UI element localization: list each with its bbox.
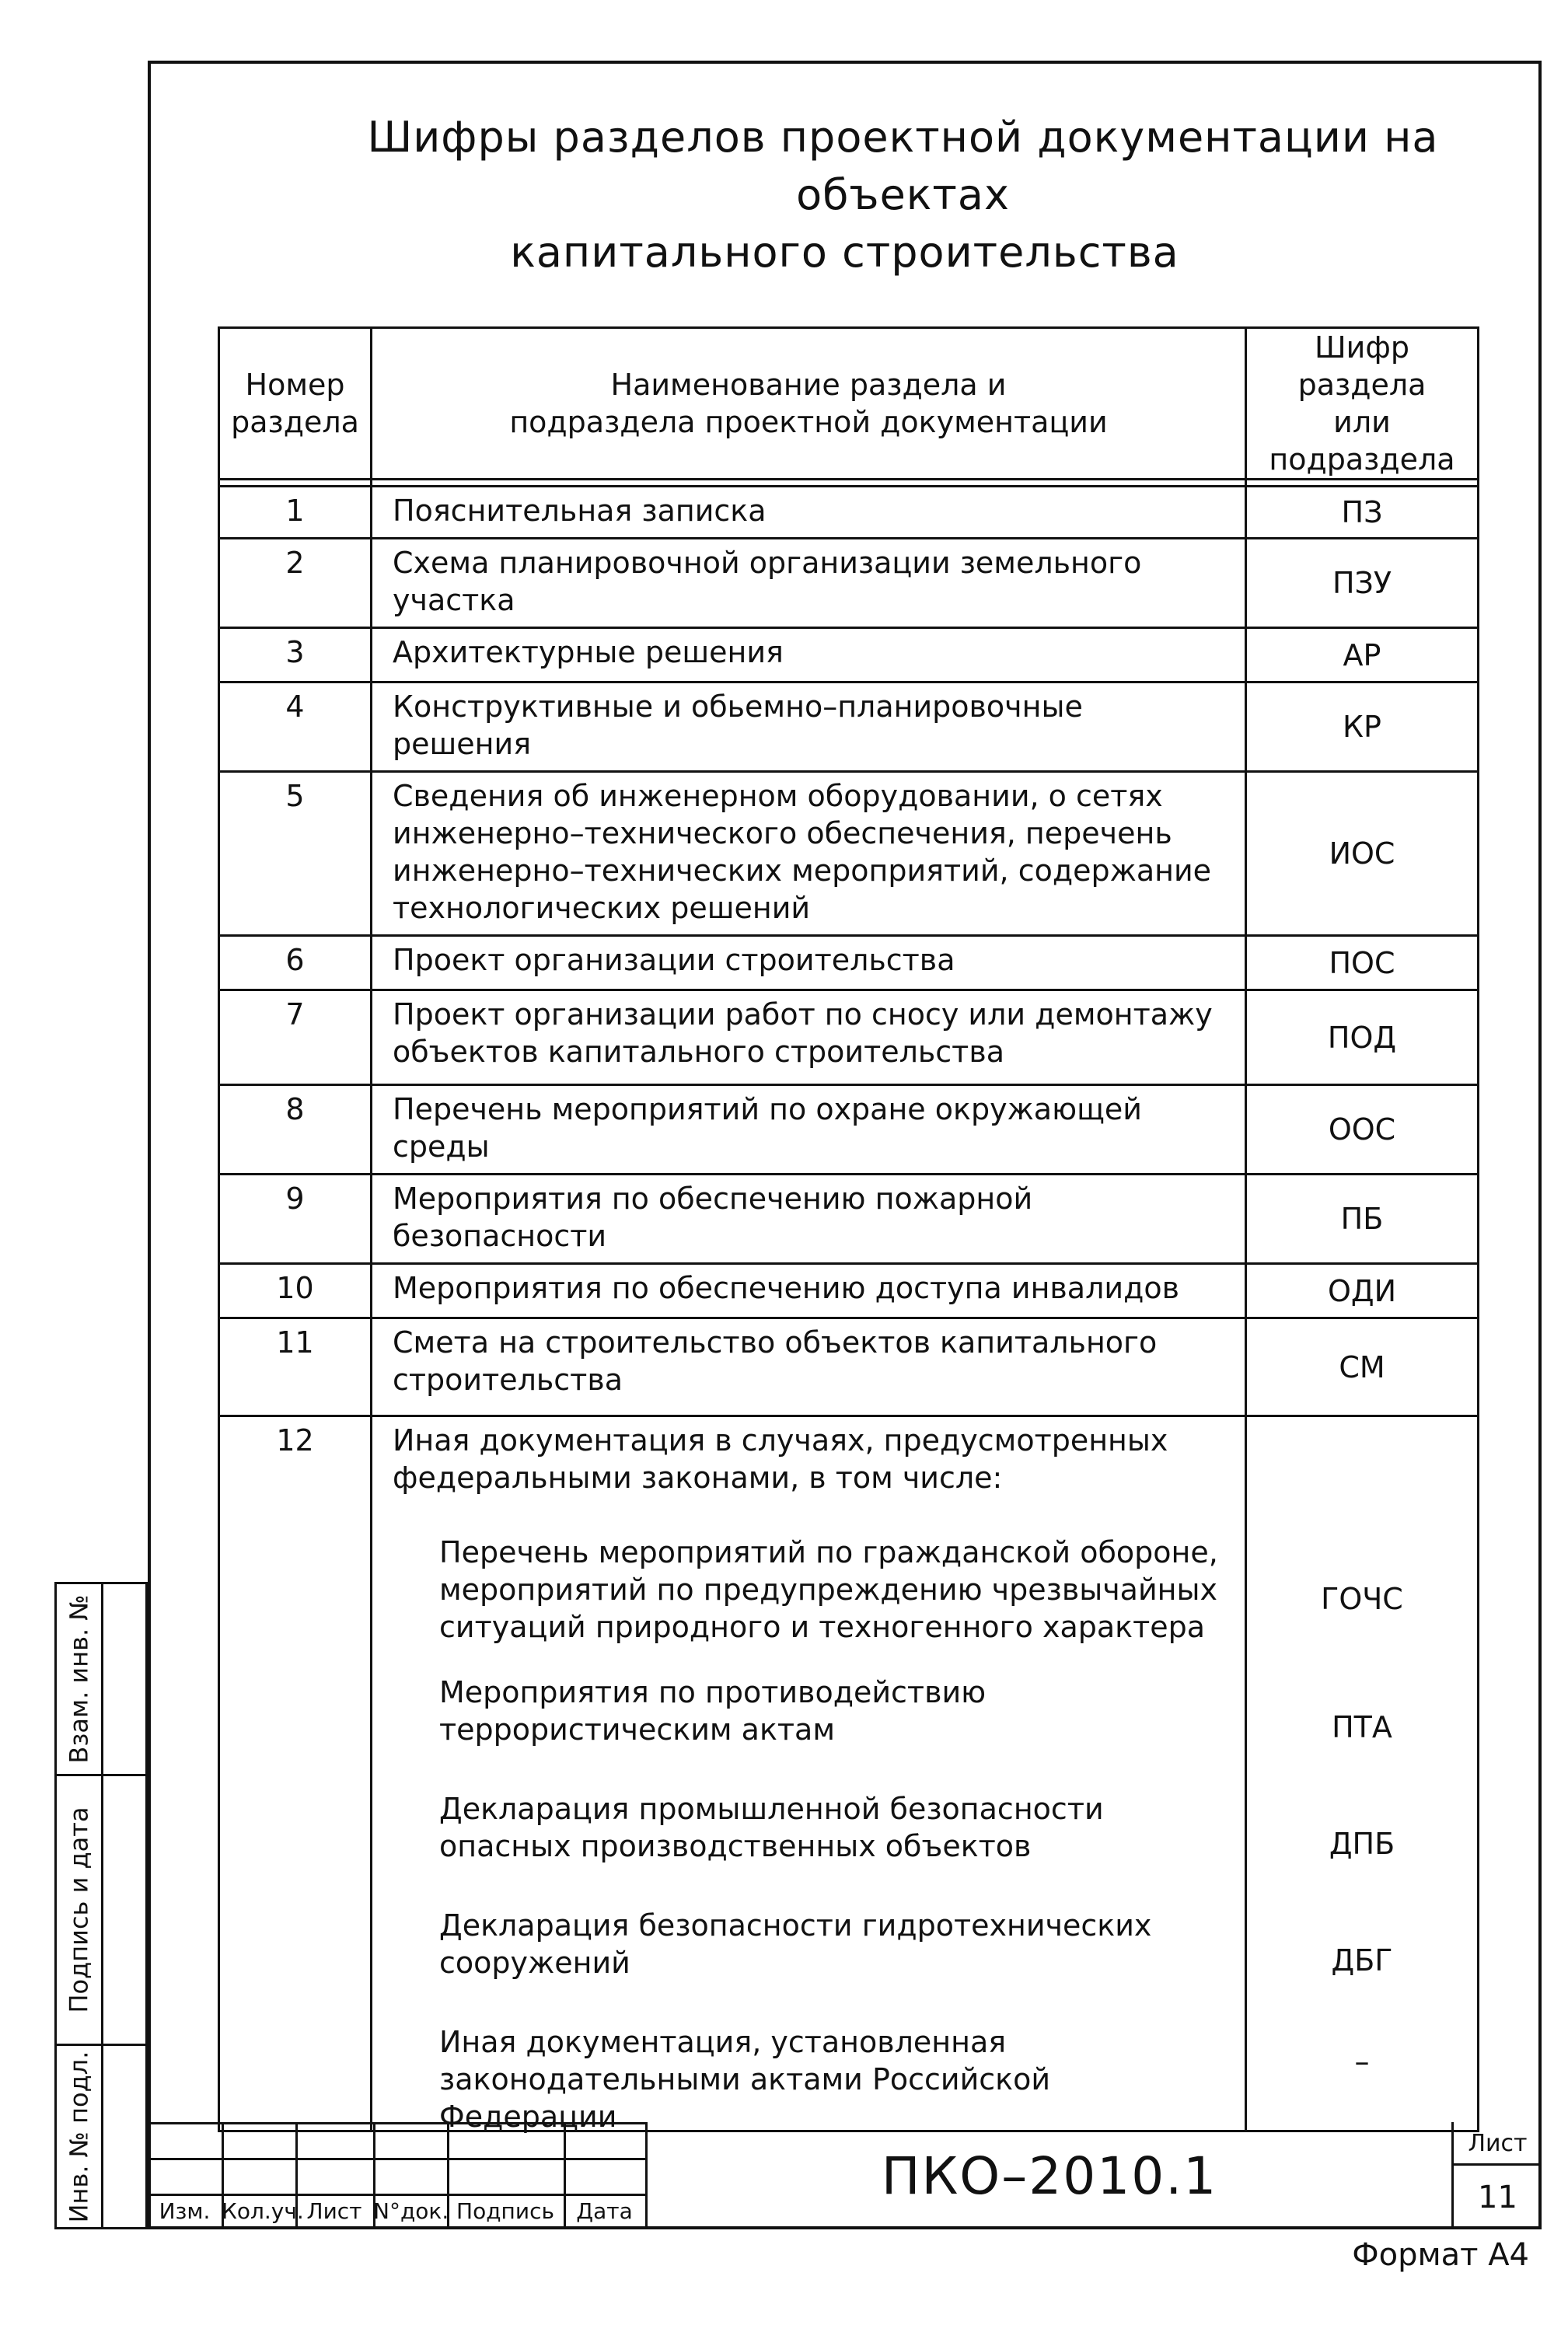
row-code: ПОД [1246, 990, 1479, 1085]
row-code: ИОС [1246, 772, 1479, 936]
header-name: Наименование раздела и подраздела проектной документации [372, 328, 1246, 480]
subitem-name: Декларация промышленной безопасности опасных производственных объектов [439, 1792, 1104, 1863]
row-code: ОДИ [1246, 1264, 1479, 1318]
row-code: ПЗУ [1246, 539, 1479, 628]
row-number: 5 [219, 772, 372, 936]
row-code: ООС [1246, 1085, 1479, 1175]
title-line-1: Шифры разделов проектной документации на объектах [367, 113, 1439, 219]
subitem-name: Мероприятия по противодействию террористическим актам [439, 1675, 987, 1747]
title-block-grid [148, 2122, 645, 2229]
stamp-kol: Кол.уч. [222, 2198, 304, 2224]
row-number: 12 [219, 1416, 372, 2131]
row-name: Пояснительная записка [372, 487, 1246, 539]
subitem-code: ДБГ [1331, 1943, 1393, 1978]
row-number: 7 [219, 990, 372, 1085]
table-row [219, 1318, 1479, 1416]
table-row [219, 487, 1479, 539]
table-row [219, 772, 1479, 936]
format-label: Формат А4 [1352, 2237, 1529, 2273]
title-block [148, 2122, 1542, 2229]
stamp-podpis: Подпись [456, 2198, 554, 2224]
stamp-sidebar [54, 1582, 148, 2229]
table-row [219, 1264, 1479, 1318]
table-row [219, 990, 1479, 1085]
table-row [219, 1085, 1479, 1175]
subitem-code: ГОЧС [1321, 1582, 1403, 1616]
document-code: ПКО–2010.1 [645, 2122, 1454, 2229]
table-row-12 [219, 1416, 1479, 2131]
row-code [1246, 1416, 1479, 2131]
row-number: 6 [219, 936, 372, 990]
sheet-cell [1454, 2122, 1542, 2229]
row-name: Конструктивные и обьемно–планировочные решения [372, 682, 1246, 772]
row-name: Архитектурные решения [372, 628, 1246, 682]
sidebar-vzam-label: Взам. инв. № [64, 1594, 94, 1764]
row-code: ПЗ [1246, 487, 1479, 539]
page-title [148, 109, 1542, 281]
row-name: Мероприятия по обеспечению доступа инвалидов [372, 1264, 1246, 1318]
sidebar-inv-label: Инв. № подл. [64, 2051, 94, 2222]
row-name: Мероприятия по обеспечению пожарной безопасности [372, 1175, 1246, 1264]
row-name: Перечень мероприятий по охране окружающей среды [372, 1085, 1246, 1175]
sheet-label: Лист [1454, 2122, 1542, 2166]
stamp-data: Дата [576, 2198, 633, 2224]
sidebar-podpis-cell [54, 1774, 148, 2046]
table-row [219, 539, 1479, 628]
row-number: 11 [219, 1318, 372, 1416]
sections-table [218, 326, 1479, 2132]
stamp-izm: Изм. [159, 2198, 211, 2224]
sidebar-podpis-label: Подпись и дата [64, 1807, 94, 2013]
table-row [219, 682, 1479, 772]
row-name: Проект организации строительства [372, 936, 1246, 990]
row-number: 8 [219, 1085, 372, 1175]
subitem-code: ДПБ [1329, 1827, 1395, 1861]
title-line-2: капитального строительства [510, 228, 1179, 277]
row-code: СМ [1246, 1318, 1479, 1416]
row-number: 1 [219, 487, 372, 539]
row-name: Смета на строительство объектов капитального строительства [372, 1318, 1246, 1416]
row-code: ПБ [1246, 1175, 1479, 1264]
stamp-ndok: N°док. [373, 2198, 449, 2224]
row-code: КР [1246, 682, 1479, 772]
header-number: Номер раздела [219, 328, 372, 480]
row-name [372, 1416, 1246, 2134]
row-number: 3 [219, 628, 372, 682]
table-row [219, 1175, 1479, 1264]
subitem-name: Декларация безопасности гидротехнических сооружений [439, 1908, 1152, 1980]
table-row [219, 628, 1479, 682]
row-name: Схема планировочной организации земельного участка [372, 539, 1246, 628]
row-code: ПОС [1246, 936, 1479, 990]
subitem-code: ПТА [1332, 1710, 1392, 1744]
row-number: 4 [219, 682, 372, 772]
subitem-name: Перечень мероприятий по гражданской обороне, мероприятий по предупреждению чрезвычайных ситуаций природного и техногенного характера [439, 1535, 1218, 1644]
stamp-list: Лист [306, 2198, 362, 2224]
sidebar-inv-cell [54, 2044, 148, 2229]
row-number: 10 [219, 1264, 372, 1318]
row-number: 9 [219, 1175, 372, 1264]
subitem-name: Иная документация, установленная законодательными актами Российской Федерации [439, 2025, 1051, 2134]
row-code: АР [1246, 628, 1479, 682]
subitem-code: – [1354, 2044, 1370, 2079]
row-name: Проект организации работ по сносу или демонтажу объектов капитального строительства [372, 990, 1246, 1085]
sidebar-vzam-cell [54, 1582, 148, 1776]
row-name: Сведения об инженерном оборудовании, о сетях инженерно–технического обеспечения, перечень инженерно–технических мероприятий, содержание технологических решений [372, 772, 1246, 936]
sheet-number: 11 [1478, 2180, 1517, 2215]
row12-intro: Иная документация в случаях, предусмотренных федеральными законами, в том числе: [393, 1423, 1168, 1495]
header-code: Шифр раздела или подраздела [1246, 328, 1479, 480]
row-number: 2 [219, 539, 372, 628]
table-row [219, 936, 1479, 990]
